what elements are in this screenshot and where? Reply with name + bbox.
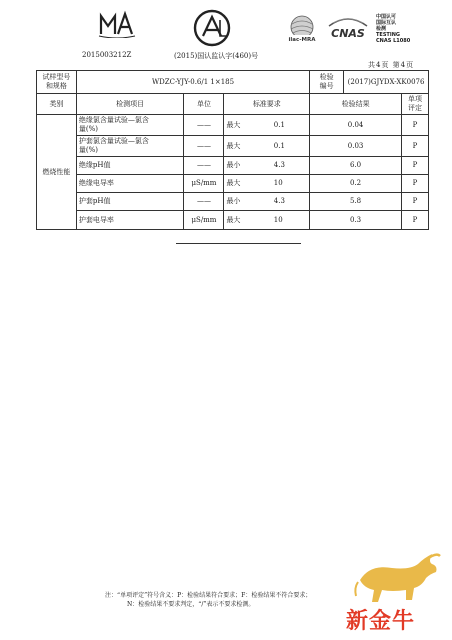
item-name: 绝缘pH值	[78, 161, 111, 169]
cal-certificate-number: (2015)国认监认字(460)号	[174, 52, 259, 60]
unit-cell: μS/mm	[184, 175, 224, 193]
requirement-value: 10	[272, 175, 310, 193]
cnas-info-line: 检测	[376, 26, 387, 32]
header-verdict-label: 单项	[407, 95, 422, 103]
result-cell: 0.3	[310, 211, 402, 230]
requirement-value: 0.1	[272, 115, 310, 136]
svg-text:ilac-MRA: ilac-MRA	[288, 37, 316, 43]
item-name: 护套pH值	[78, 197, 111, 205]
item-cell	[76, 175, 184, 193]
header-unit: 单位	[184, 94, 224, 115]
sample-label: 试样型号	[42, 73, 71, 81]
table-row	[37, 211, 429, 230]
result-cell: 0.2	[310, 175, 402, 193]
result-cell: 0.04	[310, 115, 402, 136]
requirement-qualifier: 最大	[224, 136, 272, 157]
footnote-line: N：检验结果不要求判定，“/”表示不要求检测。	[127, 601, 255, 608]
end-of-report-line	[176, 243, 301, 244]
ilac-mra-logo	[284, 14, 320, 44]
result-cell: 6.0	[310, 157, 402, 175]
sample-value: WDZC-YJY-0.6/1 1×185	[76, 71, 309, 94]
cnas-info-line: 中国认可	[376, 14, 397, 20]
item-cell	[76, 211, 184, 230]
header-result: 检验结果	[310, 94, 402, 115]
requirement-value: 10	[272, 211, 310, 230]
item-name: 护套电导率	[78, 215, 114, 224]
unit-cell: ——	[184, 157, 224, 175]
sample-label: 和规格	[45, 82, 67, 90]
table-row	[37, 175, 429, 193]
test-result-table	[36, 70, 429, 230]
result-cell: 5.8	[310, 193, 402, 211]
cma-logo	[98, 10, 136, 38]
item-cell	[76, 136, 184, 157]
cnas-info-line: TESTING	[376, 32, 400, 38]
report-number-label-cell	[310, 71, 344, 94]
header-verdict	[401, 94, 428, 115]
header-item: 检测项目	[76, 94, 184, 115]
brand-name: 新金牛	[346, 609, 416, 634]
requirement-value: 4.3	[272, 157, 310, 175]
item-cell	[76, 157, 184, 175]
unit-cell: ——	[184, 193, 224, 211]
footnote	[105, 591, 365, 609]
table-header-row	[37, 94, 429, 115]
report-number-label: 检验	[319, 73, 334, 81]
header-requirement: 标准要求	[224, 94, 310, 115]
item-cell	[76, 115, 184, 136]
table-row	[37, 157, 429, 175]
item-name: 绝缘氯含量试验—氯含	[78, 116, 149, 124]
report-number-label: 编号	[319, 82, 334, 90]
svg-text:CNAS: CNAS	[331, 27, 365, 40]
sample-label-cell	[37, 71, 77, 94]
verdict-cell: P	[401, 115, 428, 136]
item-name: 绝缘电导率	[78, 179, 114, 187]
requirement-qualifier: 最小	[224, 193, 272, 211]
report-number-value: (2017)GJYDX-XK0076	[344, 71, 429, 94]
verdict-cell: P	[401, 136, 428, 157]
item-name: 量(%)	[78, 125, 98, 133]
result-cell: 0.03	[310, 136, 402, 157]
cnas-logo	[326, 14, 370, 44]
table-row	[37, 115, 429, 136]
table-row	[37, 136, 429, 157]
cnas-info-line: CNAS L1080	[376, 38, 411, 44]
verdict-cell: P	[401, 157, 428, 175]
requirement-value: 4.3	[272, 193, 310, 211]
requirement-qualifier: 最大	[224, 175, 272, 193]
footnote-line: 注：“单项评定”符号含义：P：检验结果符合要求；F：检验结果不符合要求；	[105, 592, 312, 599]
page-indicator: 共4页 第4页	[368, 61, 415, 69]
requirement-qualifier: 最大	[224, 115, 272, 136]
cnas-accreditation-text	[376, 14, 410, 44]
item-name: 量(%)	[78, 146, 98, 154]
header-category: 类别	[37, 94, 77, 115]
unit-cell: ——	[184, 136, 224, 157]
cal-logo	[190, 8, 234, 48]
unit-cell: μS/mm	[184, 211, 224, 230]
sample-info-row	[37, 71, 429, 94]
requirement-value: 0.1	[272, 136, 310, 157]
verdict-cell: P	[401, 193, 428, 211]
header-verdict-label: 评定	[407, 104, 422, 112]
bull-logo-icon	[352, 550, 442, 608]
requirement-qualifier: 最小	[224, 157, 272, 175]
unit-cell: ——	[184, 115, 224, 136]
verdict-cell: P	[401, 211, 428, 230]
table-row	[37, 193, 429, 211]
item-cell	[76, 193, 184, 211]
category-cell: 燃烧性能	[37, 115, 77, 230]
requirement-qualifier: 最大	[224, 211, 272, 230]
verdict-cell: P	[401, 175, 428, 193]
cma-certificate-number: 2015003212Z	[82, 51, 132, 59]
item-name: 护套氯含量试验—氯含	[78, 137, 149, 145]
cnas-info-line: 国际互认	[376, 20, 397, 26]
